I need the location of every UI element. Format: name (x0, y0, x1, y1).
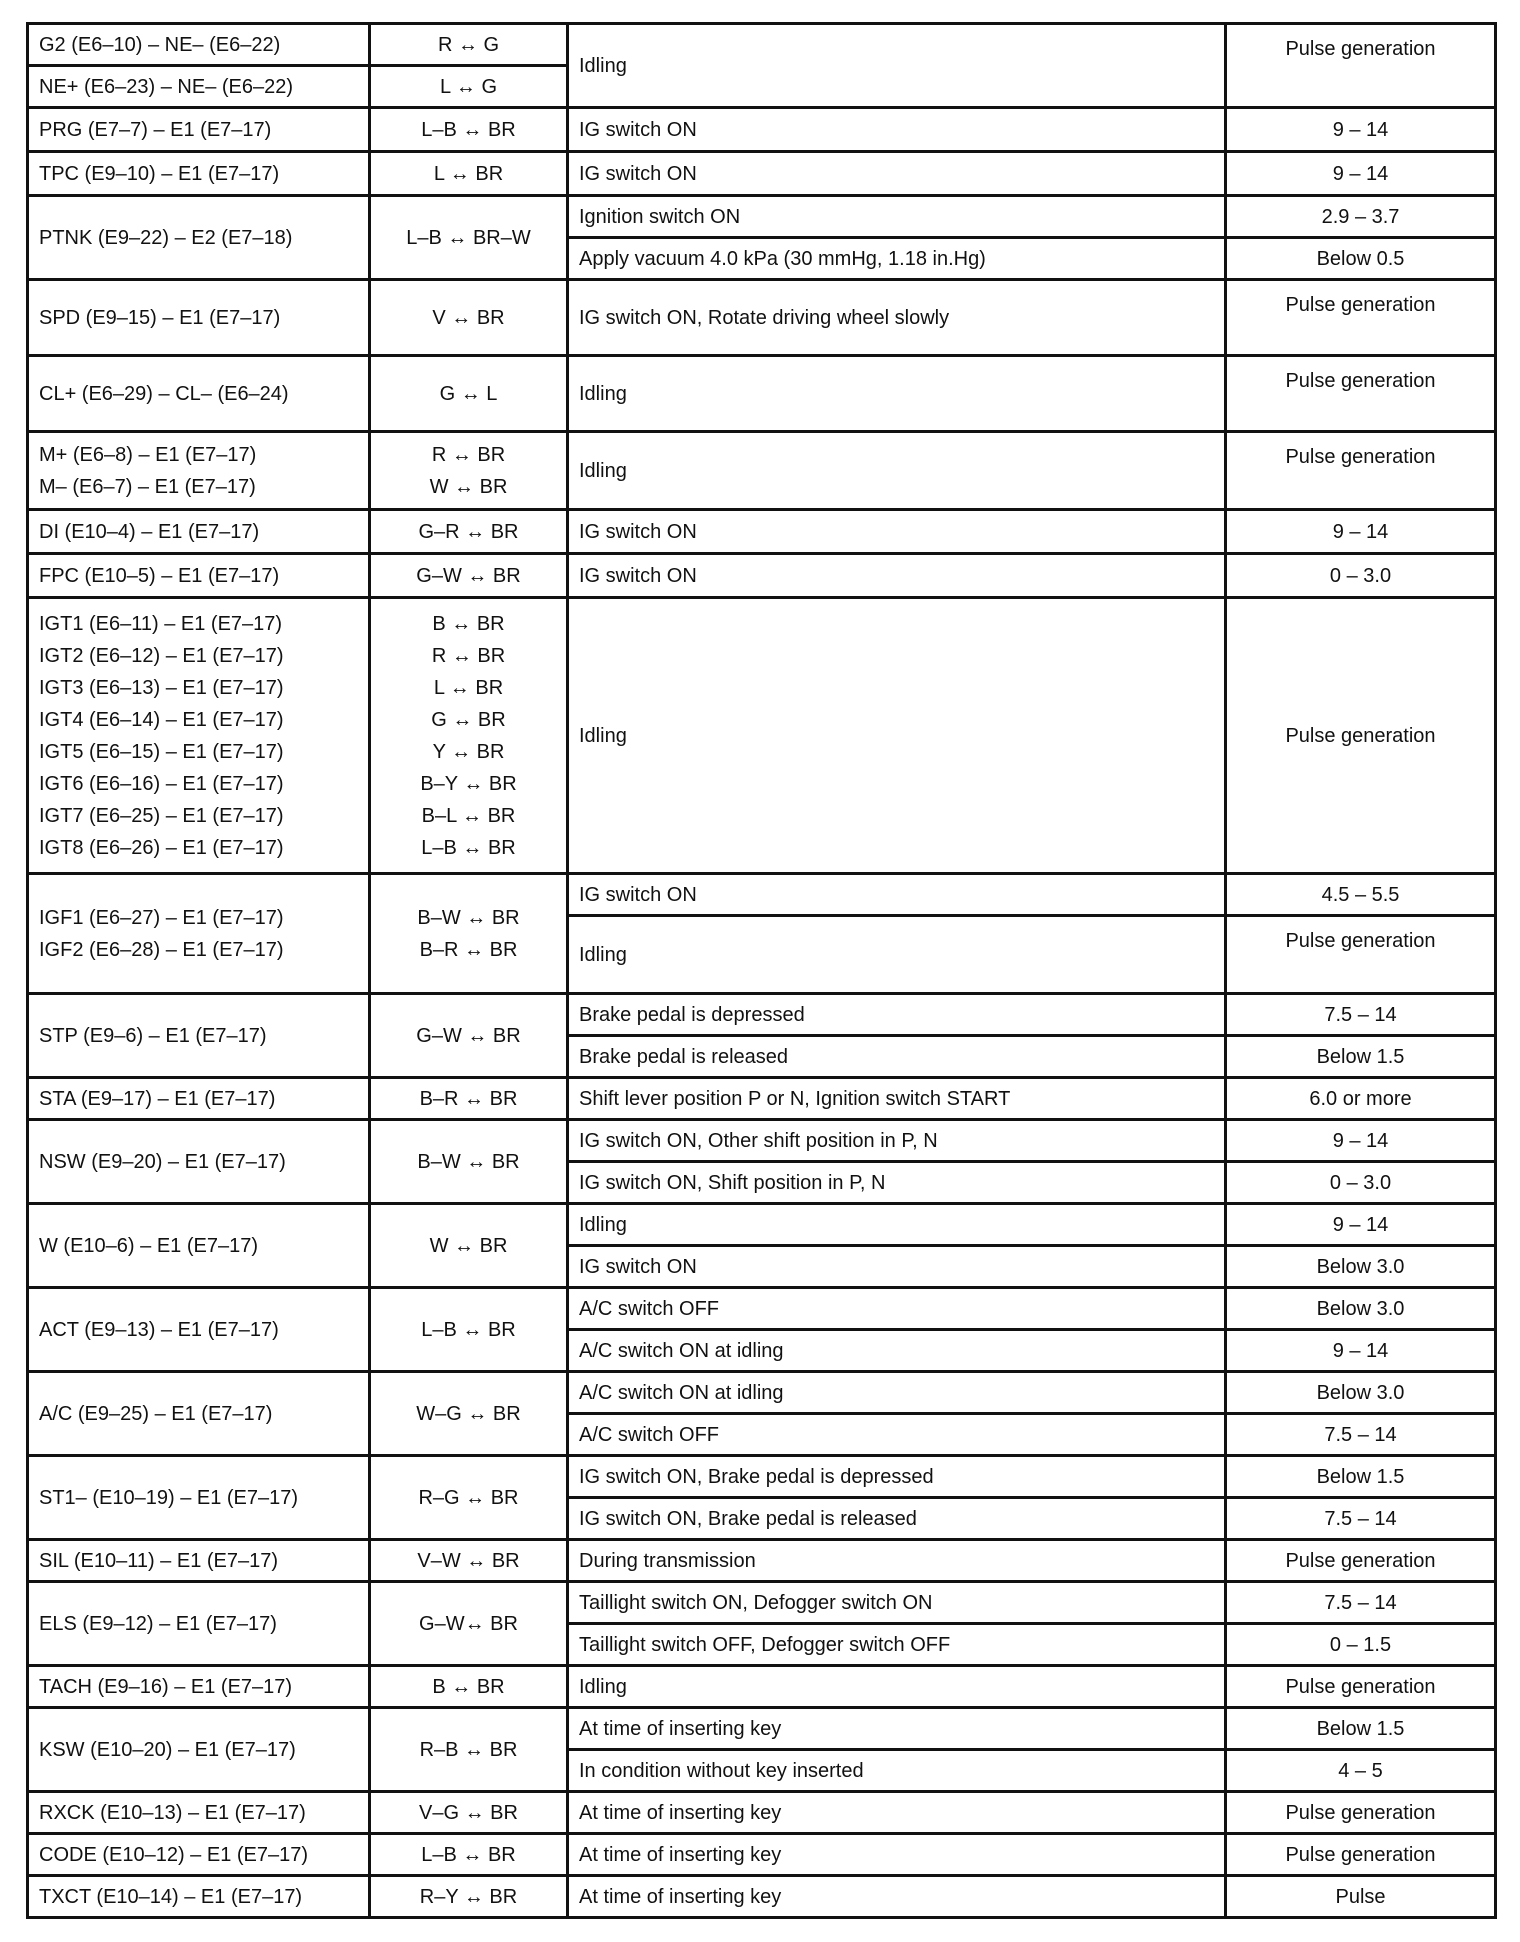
wiring-label: V ↔ BR (432, 306, 505, 329)
terminal-cell (28, 1582, 370, 1666)
condition-cell: IG switch ON (568, 152, 1226, 196)
terminal-cell (28, 994, 370, 1078)
terminal-label: M– (E6–7) – E1 (E7–17) (39, 475, 256, 498)
wiring-cell (370, 554, 568, 598)
table-row (28, 1120, 1496, 1162)
terminal-cell (28, 1540, 370, 1582)
terminal-label: FPC (E10–5) – E1 (E7–17) (39, 564, 280, 587)
wiring-cell (370, 1288, 568, 1372)
condition-cell: IG switch ON (568, 1246, 1226, 1288)
condition-cell: Idling (568, 1666, 1226, 1708)
condition-cell: IG switch ON, Brake pedal is released (568, 1498, 1226, 1540)
condition-cell: Idling (568, 432, 1226, 510)
terminal-label: CODE (E10–12) – E1 (E7–17) (39, 1843, 309, 1866)
wiring-label: R ↔ BR (431, 443, 506, 466)
terminal-label: IGT5 (E6–15) – E1 (E7–17) (39, 740, 284, 763)
wiring-cell (370, 1834, 568, 1876)
terminal-label: ELS (E9–12) – E1 (E7–17) (39, 1612, 277, 1635)
condition-cell: At time of inserting key (568, 1708, 1226, 1750)
wiring-cell (370, 24, 568, 66)
condition-cell: Idling (568, 598, 1226, 874)
terminal-label: IGT6 (E6–16) – E1 (E7–17) (39, 772, 284, 795)
spec-value-cell: Pulse generation (1226, 598, 1496, 874)
table-row (28, 554, 1496, 598)
wiring-cell (370, 874, 568, 994)
terminal-label: IGF1 (E6–27) – E1 (E7–17) (39, 906, 284, 929)
wiring-label: R–B ↔ BR (419, 1738, 518, 1761)
wiring-cell (370, 1456, 568, 1540)
terminal-label: NSW (E9–20) – E1 (E7–17) (39, 1150, 286, 1173)
condition-cell: Brake pedal is depressed (568, 994, 1226, 1036)
wiring-label: B ↔ BR (432, 612, 505, 635)
spec-value-cell: 7.5 – 14 (1226, 1498, 1496, 1540)
wiring-label: L ↔ BR (433, 676, 504, 699)
spec-value-cell: Pulse generation (1226, 1666, 1496, 1708)
terminal-label: TPC (E9–10) – E1 (E7–17) (39, 162, 280, 185)
wiring-label: V–W ↔ BR (417, 1549, 520, 1572)
spec-value-cell: Pulse generation (1226, 1792, 1496, 1834)
terminal-cell (28, 66, 370, 108)
wiring-label: W ↔ BR (429, 1234, 508, 1257)
wiring-label: G ↔ L (439, 382, 498, 405)
terminal-label: TACH (E9–16) – E1 (E7–17) (39, 1675, 293, 1698)
wiring-cell (370, 1876, 568, 1918)
spec-value-cell: Pulse generation (1226, 916, 1496, 994)
terminal-label: CL+ (E6–29) – CL– (E6–24) (39, 382, 289, 405)
terminal-cell (28, 1792, 370, 1834)
terminal-cell (28, 1666, 370, 1708)
wiring-label: B–L ↔ BR (421, 804, 516, 827)
terminal-label: ST1– (E10–19) – E1 (E7–17) (39, 1486, 299, 1509)
wiring-label: L ↔ G (439, 75, 498, 98)
terminal-label: M+ (E6–8) – E1 (E7–17) (39, 443, 257, 466)
wiring-label: L–B ↔ BR (421, 118, 516, 141)
terminal-cell (28, 196, 370, 280)
condition-cell: Taillight switch ON, Defogger switch ON (568, 1582, 1226, 1624)
condition-cell: IG switch ON (568, 108, 1226, 152)
condition-cell: Idling (568, 1204, 1226, 1246)
table-row (28, 356, 1496, 432)
spec-value-cell: Pulse generation (1226, 356, 1496, 432)
spec-value-cell: Pulse generation (1226, 24, 1496, 108)
wiring-label: Y ↔ BR (432, 740, 505, 763)
table-row (28, 1876, 1496, 1918)
condition-cell: A/C switch OFF (568, 1288, 1226, 1330)
table-row (28, 510, 1496, 554)
condition-cell: IG switch ON, Rotate driving wheel slowly (568, 280, 1226, 356)
condition-cell: Ignition switch ON (568, 196, 1226, 238)
table-row (28, 874, 1496, 916)
spec-value-cell: Below 3.0 (1226, 1246, 1496, 1288)
spec-value-cell: Below 1.5 (1226, 1456, 1496, 1498)
wiring-label: R–G ↔ BR (418, 1486, 519, 1509)
terminal-label: IGT1 (E6–11) – E1 (E7–17) (39, 612, 283, 635)
wiring-label: B ↔ BR (432, 1675, 505, 1698)
wiring-label: L–B ↔ BR (421, 836, 516, 859)
wiring-cell (370, 1792, 568, 1834)
spec-value-cell: 4 – 5 (1226, 1750, 1496, 1792)
wiring-cell (370, 66, 568, 108)
table-row (28, 108, 1496, 152)
wiring-cell (370, 432, 568, 510)
terminal-label: STP (E9–6) – E1 (E7–17) (39, 1024, 267, 1047)
terminal-cell (28, 1372, 370, 1456)
spec-value-cell: 9 – 14 (1226, 108, 1496, 152)
condition-cell: A/C switch OFF (568, 1414, 1226, 1456)
table-row (28, 1288, 1496, 1330)
table-row (28, 1372, 1496, 1414)
wiring-cell (370, 1582, 568, 1666)
condition-cell: A/C switch ON at idling (568, 1330, 1226, 1372)
spec-value-cell: Pulse generation (1226, 280, 1496, 356)
table-row (28, 196, 1496, 238)
terminal-cell (28, 510, 370, 554)
wiring-label: B–W ↔ BR (417, 1150, 520, 1173)
wiring-label: G–R ↔ BR (418, 520, 519, 543)
terminal-label: SPD (E9–15) – E1 (E7–17) (39, 306, 281, 329)
wiring-label: B–Y ↔ BR (420, 772, 517, 795)
spec-value-cell: 9 – 14 (1226, 152, 1496, 196)
condition-cell: Idling (568, 916, 1226, 994)
terminal-cell (28, 1876, 370, 1918)
spec-value-cell: 9 – 14 (1226, 1204, 1496, 1246)
spec-value-cell: Below 0.5 (1226, 238, 1496, 280)
terminal-cell (28, 108, 370, 152)
terminal-label: NE+ (E6–23) – NE– (E6–22) (39, 75, 294, 98)
wiring-cell (370, 1708, 568, 1792)
wiring-cell (370, 1078, 568, 1120)
condition-cell: At time of inserting key (568, 1792, 1226, 1834)
terminal-cell (28, 280, 370, 356)
wiring-cell (370, 598, 568, 874)
terminal-label: PTNK (E9–22) – E2 (E7–18) (39, 226, 293, 249)
condition-cell: Idling (568, 356, 1226, 432)
spec-value-cell: Pulse generation (1226, 1540, 1496, 1582)
condition-cell: IG switch ON, Brake pedal is depressed (568, 1456, 1226, 1498)
terminal-label: PRG (E7–7) – E1 (E7–17) (39, 118, 272, 141)
condition-cell: In condition without key inserted (568, 1750, 1226, 1792)
spec-value-cell: 0 – 3.0 (1226, 554, 1496, 598)
terminal-label: RXCK (E10–13) – E1 (E7–17) (39, 1801, 306, 1824)
wiring-label: L–B ↔ BR (421, 1843, 516, 1866)
terminal-label: SIL (E10–11) – E1 (E7–17) (39, 1549, 279, 1572)
condition-cell: At time of inserting key (568, 1876, 1226, 1918)
terminal-cell (28, 598, 370, 874)
wiring-cell (370, 280, 568, 356)
terminal-cell (28, 356, 370, 432)
wiring-cell (370, 510, 568, 554)
table-row (28, 280, 1496, 356)
wiring-cell (370, 1204, 568, 1288)
wiring-cell (370, 994, 568, 1078)
wiring-label: G–W ↔ BR (416, 1024, 521, 1047)
terminal-cell (28, 1078, 370, 1120)
condition-cell: Idling (568, 24, 1226, 108)
wiring-cell (370, 1120, 568, 1204)
spec-value-cell: Below 3.0 (1226, 1288, 1496, 1330)
condition-cell: IG switch ON (568, 874, 1226, 916)
spec-value-cell: 6.0 or more (1226, 1078, 1496, 1120)
terminal-label: DI (E10–4) – E1 (E7–17) (39, 520, 260, 543)
wiring-label: G–W ↔ BR (416, 564, 521, 587)
wiring-cell (370, 1540, 568, 1582)
wiring-label: L ↔ BR (433, 162, 504, 185)
wiring-cell (370, 152, 568, 196)
wiring-cell (370, 1666, 568, 1708)
wiring-cell (370, 108, 568, 152)
spec-value-cell: 0 – 3.0 (1226, 1162, 1496, 1204)
ecu-terminal-spec-sheet (26, 22, 1494, 1919)
table-body (28, 24, 1496, 1918)
condition-cell: Apply vacuum 4.0 kPa (30 mmHg, 1.18 in.Hg) (568, 238, 1226, 280)
wiring-label: G ↔ BR (431, 708, 506, 731)
terminal-cell (28, 1456, 370, 1540)
terminal-label: KSW (E10–20) – E1 (E7–17) (39, 1738, 296, 1761)
terminal-label: IGT3 (E6–13) – E1 (E7–17) (39, 676, 284, 699)
terminal-cell (28, 432, 370, 510)
wiring-cell (370, 356, 568, 432)
table-row (28, 1582, 1496, 1624)
condition-cell: Taillight switch OFF, Defogger switch OFF (568, 1624, 1226, 1666)
table-row (28, 24, 1496, 66)
wiring-label: R ↔ G (437, 33, 500, 56)
table-row (28, 1792, 1496, 1834)
terminal-cell (28, 1120, 370, 1204)
terminal-label: IGT7 (E6–25) – E1 (E7–17) (39, 804, 284, 827)
table-row (28, 152, 1496, 196)
table-row (28, 1666, 1496, 1708)
condition-cell: At time of inserting key (568, 1834, 1226, 1876)
table-row (28, 1204, 1496, 1246)
wiring-label: W ↔ BR (429, 475, 508, 498)
terminal-label: TXCT (E10–14) – E1 (E7–17) (39, 1885, 303, 1908)
table-row (28, 1540, 1496, 1582)
terminal-cell (28, 1834, 370, 1876)
terminal-label: IGF2 (E6–28) – E1 (E7–17) (39, 938, 284, 961)
terminal-label: G2 (E6–10) – NE– (E6–22) (39, 33, 281, 56)
spec-value-cell: Below 3.0 (1226, 1372, 1496, 1414)
terminal-cell (28, 24, 370, 66)
wiring-label: B–R ↔ BR (419, 1087, 518, 1110)
condition-cell: A/C switch ON at idling (568, 1372, 1226, 1414)
wiring-label: R–Y ↔ BR (419, 1885, 518, 1908)
condition-cell: Brake pedal is released (568, 1036, 1226, 1078)
spec-value-cell: Below 1.5 (1226, 1036, 1496, 1078)
wiring-label: W–G ↔ BR (416, 1402, 521, 1425)
condition-cell: IG switch ON (568, 554, 1226, 598)
wiring-cell (370, 1372, 568, 1456)
wiring-cell (370, 196, 568, 280)
terminal-label: IGT8 (E6–26) – E1 (E7–17) (39, 836, 284, 859)
spec-value-cell: 9 – 14 (1226, 510, 1496, 554)
spec-value-cell: 9 – 14 (1226, 1120, 1496, 1162)
terminal-label: STA (E9–17) – E1 (E7–17) (39, 1087, 276, 1110)
wiring-label: L–B ↔ BR–W (406, 226, 531, 249)
spec-value-cell: 7.5 – 14 (1226, 1582, 1496, 1624)
wiring-label: B–R ↔ BR (419, 938, 518, 961)
wiring-label: V–G ↔ BR (419, 1801, 518, 1824)
condition-cell: IG switch ON, Other shift position in P, N (568, 1120, 1226, 1162)
terminal-cell (28, 554, 370, 598)
wiring-label: L–B ↔ BR (421, 1318, 516, 1341)
table-row (28, 1078, 1496, 1120)
condition-cell: Shift lever position P or N, Ignition switch START (568, 1078, 1226, 1120)
table-row (28, 1456, 1496, 1498)
terminal-cell (28, 1708, 370, 1792)
table-row (28, 432, 1496, 510)
wiring-label: G–W↔ BR (419, 1612, 518, 1635)
condition-cell: During transmission (568, 1540, 1226, 1582)
spec-value-cell: 7.5 – 14 (1226, 1414, 1496, 1456)
spec-value-cell: 9 – 14 (1226, 1330, 1496, 1372)
terminal-label: A/C (E9–25) – E1 (E7–17) (39, 1402, 273, 1425)
condition-cell: IG switch ON, Shift position in P, N (568, 1162, 1226, 1204)
condition-cell: IG switch ON (568, 510, 1226, 554)
spec-value-cell: 7.5 – 14 (1226, 994, 1496, 1036)
terminal-label: IGT2 (E6–12) – E1 (E7–17) (39, 644, 284, 667)
terminal-cell (28, 1288, 370, 1372)
spec-value-cell: Pulse (1226, 1876, 1496, 1918)
wiring-label: R ↔ BR (431, 644, 506, 667)
terminal-label: ACT (E9–13) – E1 (E7–17) (39, 1318, 279, 1341)
terminal-cell (28, 874, 370, 994)
terminal-label: IGT4 (E6–14) – E1 (E7–17) (39, 708, 284, 731)
spec-value-cell: Below 1.5 (1226, 1708, 1496, 1750)
spec-value-cell: 4.5 – 5.5 (1226, 874, 1496, 916)
wiring-label: B–W ↔ BR (417, 906, 520, 929)
table-row (28, 1834, 1496, 1876)
ecu-terminal-voltage-table (26, 22, 1497, 1919)
spec-value-cell: 0 – 1.5 (1226, 1624, 1496, 1666)
table-row (28, 598, 1496, 874)
spec-value-cell: 2.9 – 3.7 (1226, 196, 1496, 238)
terminal-cell (28, 152, 370, 196)
spec-value-cell: Pulse generation (1226, 432, 1496, 510)
terminal-cell (28, 1204, 370, 1288)
table-row (28, 1708, 1496, 1750)
terminal-label: W (E10–6) – E1 (E7–17) (39, 1234, 258, 1257)
spec-value-cell: Pulse generation (1226, 1834, 1496, 1876)
table-row (28, 994, 1496, 1036)
